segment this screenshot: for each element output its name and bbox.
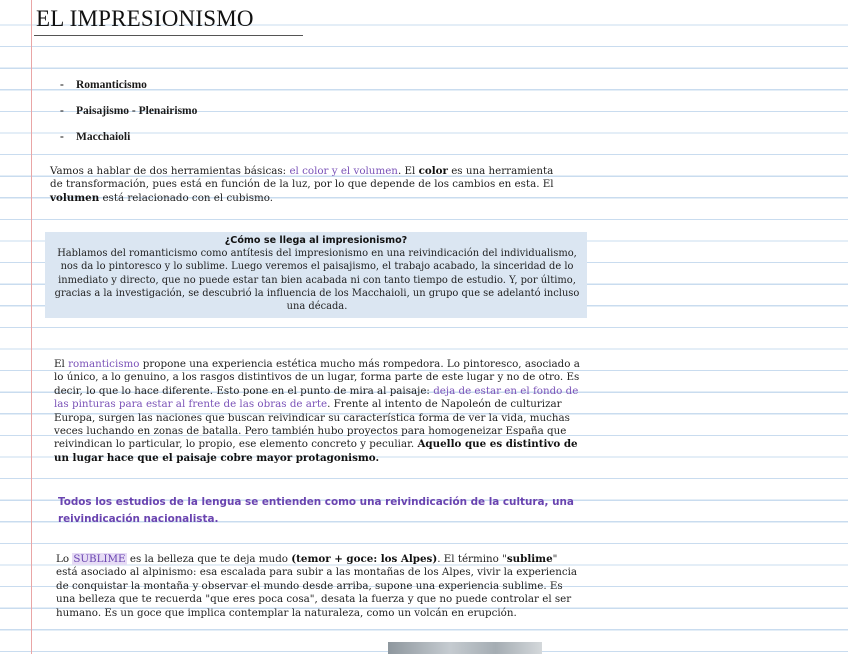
title-underline — [34, 35, 303, 36]
intro-paragraph: Vamos a hablar de dos herramientas básicas: el color y el volumen. El color es una herramienta de transformación, pues está en función de la luz, por lo que depende de los cambios en esta. El volumen está relacionado con el cubismo. — [50, 165, 554, 204]
romanticismo-paragraph: El romanticismo propone una experiencia estética mucho más rompedora. Lo pintoresco, asociado a lo único, a lo genuino, a los rasgos distintivos de un lugar, forma parte de este lugar y no de otro. Es decir, lo que lo hace diferente. Esto pone en el punto de mira al paisaje: deja de estar en el fondo de las pinturas para estar al frente de las obras de arte. Frente al intento de Napoleón de culturizar Europa, surgen las naciones que buscan reivindicar su característica forma de ver la vida, muchas veces luchando en zonas de batalla. Pero también hubo proyectos para homogeneizar España que reivindican lo particular, lo propio, ese elemento concreto y peculiar. Aquello que es distintivo de un lugar hace que el paisaje cobre mayor protagonismo. — [54, 358, 580, 464]
landscape-image — [388, 642, 542, 654]
list-item: - Romanticismo — [60, 79, 147, 91]
sublime-paragraph: Lo SUBLIME es la belleza que te deja mudo (temor + goce: los Alpes). El término "sublime" está asociado al alpinismo: esa escalada para subir a las montañas de los Alpes, vivir la experiencia de conquistar la montaña y observar el mundo desde arriba, supone una experiencia sublime. Es una belleza que te recuerda "que eres poca cosa", desata la fuerza y que no puede controlar el ser humano. Es un goce que implica contemplar la naturaleza, como un volcán en erupción. — [56, 553, 578, 619]
bullet-label: Romanticismo — [76, 79, 147, 91]
list-item: - Paisajismo - Plenairismo — [60, 105, 198, 117]
bullet-label: Macchaioli — [76, 131, 131, 143]
page-title: EL IMPRESIONISMO — [36, 6, 254, 31]
callout-title: ¿Cómo se llega al impresionismo? — [224, 235, 408, 246]
callout-text: Hablamos del romanticismo como antítesis del impresionismo en una reivindicación del individualismo, nos da lo pintoresco y lo sublime. Luego veremos el paisajismo, el trabajo acabado, la sinceridad de lo inmediato y directo, que no puede estar tan bien acabada ni con tanto tiempo de estudio. Y, por último, gracias a la investigación, se descubrió la influencia de los Macchaioli, un grupo que se adelantó incluso una década. — [54, 248, 580, 313]
bullet-list — [60, 79, 197, 157]
list-item: - Macchaioli — [60, 131, 131, 143]
notebook-margin-line — [31, 0, 32, 654]
bullet-label: Paisajismo - Plenairismo — [76, 105, 198, 117]
highlight-statement: Todos los estudios de la lengua se entienden como una reivindicación de la cultura, una reivindicación nacionalista. — [58, 496, 574, 525]
